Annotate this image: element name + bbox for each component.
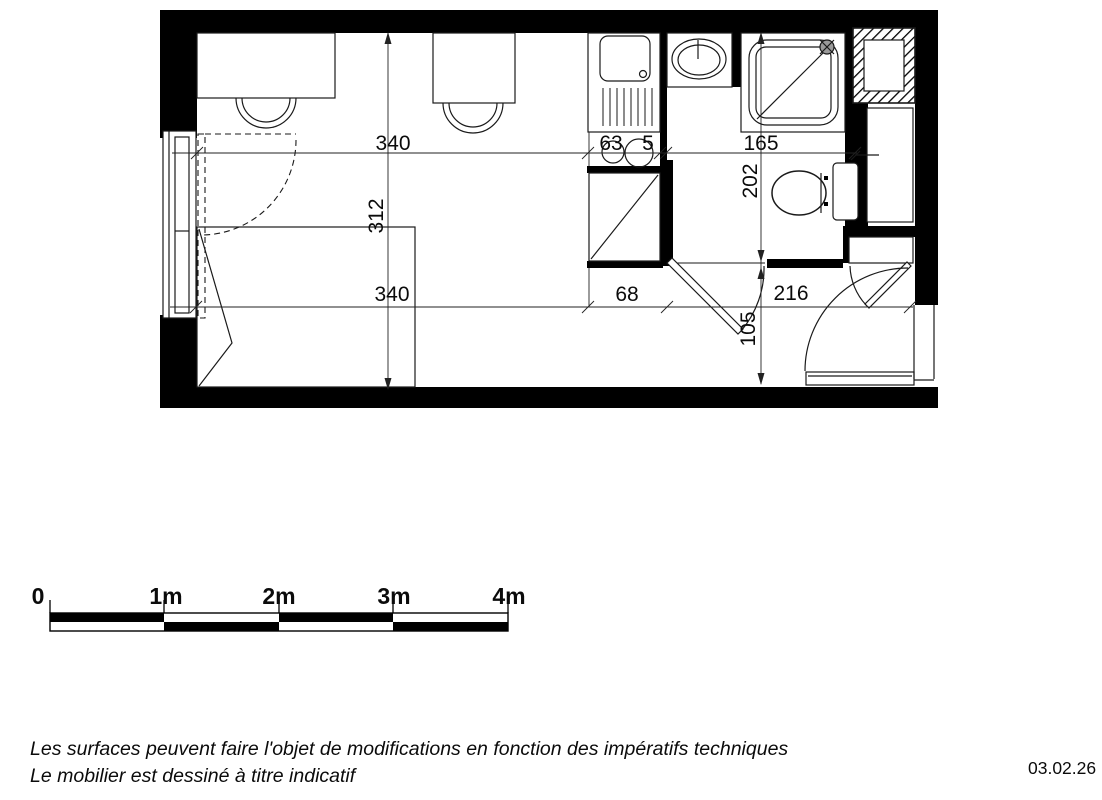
dimension-labels [365,132,809,347]
dim-kitchen-unit: 63 [599,132,623,155]
wall-left-lower [160,315,197,387]
wall-left-upper [160,10,197,138]
door-swing-arc [850,266,866,305]
scale-bar [32,583,526,631]
dim-bottom-width: 340 [374,283,410,306]
shower [741,33,845,132]
wall-top [160,10,938,33]
wall-basin-divider [732,33,741,87]
door-leaf [865,262,911,308]
dim-room-depth: 312 [365,198,388,234]
scale-tick-3m: 3m [377,583,411,609]
wall-kitchen-upper [660,33,667,160]
chair-2 [443,103,503,133]
toilet [772,163,858,220]
door-sill [806,372,914,385]
dim-top-width: 340 [375,132,411,155]
dim-kitchen-wall: 5 [642,132,654,155]
toilet-cistern [833,163,858,220]
wall-cupboard-bar [843,226,915,237]
dim-entry-width: 216 [773,282,809,305]
wall-right [915,10,938,305]
wall-bottom [160,387,938,408]
door-leaf [667,258,743,334]
scale-tick-1m: 1m [149,583,183,609]
note-line-1: Les surfaces peuvent faire l'objet de modifications en fonction des impératifs techniques [30,738,789,760]
niche-door [850,262,912,308]
shower-drain-icon [820,40,834,54]
desk-1 [197,33,335,98]
wall-bath-bottom [767,259,843,268]
chair-1 [236,98,296,128]
wall-closet-top [587,166,663,173]
wall-closet-bottom [587,261,663,268]
wall-kitchen-lower [660,160,673,266]
disclaimer-notes [30,736,788,789]
dim-bath-width: 165 [743,132,779,155]
dim-entry-depth: 105 [737,311,760,347]
note-line-2: Le mobilier est dessiné à titre indicatif [30,764,356,787]
washbasin [667,33,732,87]
desk-2 [433,33,515,103]
plan-date: 03.02.26 [1028,758,1097,778]
entry-niche [849,237,913,263]
scale-tick-4m: 4m [492,583,526,609]
kitchen-unit [588,33,660,132]
scale-tick-0: 0 [31,583,45,609]
closet [589,173,660,261]
scale-tick-2m: 2m [262,583,296,609]
duct [853,28,915,103]
dim-corridor-width: 68 [615,283,639,306]
wall-shower-divider [845,33,853,103]
dim-bath-depth: 202 [739,163,762,199]
entry-door [805,268,934,385]
